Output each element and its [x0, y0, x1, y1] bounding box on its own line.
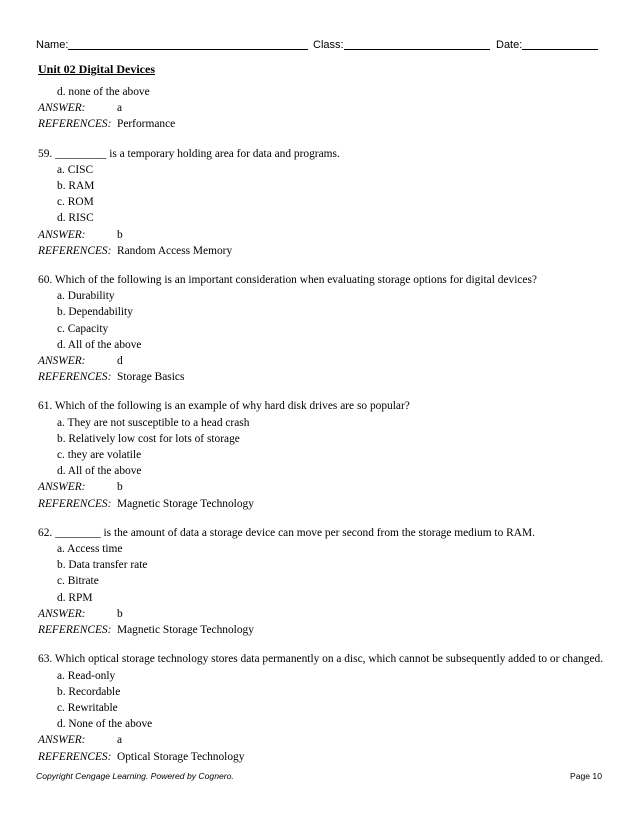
question-61-option-c: c. they are volatile: [57, 449, 142, 462]
answer-label: ANSWER:: [38, 102, 86, 115]
question-59-option-c: c. ROM: [57, 196, 94, 209]
question-60-option-d: d. All of the above: [57, 338, 142, 351]
continued-answer-row: [38, 100, 604, 116]
class-blank: [344, 38, 490, 50]
references-label: REFERENCES:: [38, 244, 112, 257]
question-63-references-row: [38, 749, 604, 765]
page-footer: [36, 770, 602, 784]
page-number: Page 10: [569, 771, 602, 781]
question-60-option-a: a. Durability: [57, 290, 115, 303]
question-62-answer-row: [38, 606, 604, 622]
answer-value: b: [117, 228, 123, 241]
question-60-references-row: [38, 369, 604, 385]
question-59-option-a: a. CISC: [57, 163, 94, 176]
question-63-option-d: d. None of the above: [57, 718, 153, 731]
name-field: [36, 38, 308, 52]
answer-label: ANSWER:: [38, 734, 86, 747]
class-label: Class:: [313, 39, 344, 51]
question-61-option-b: b. Relatively low cost for lots of storage: [57, 432, 240, 445]
class-field: [313, 38, 490, 52]
date-blank: [522, 38, 598, 50]
references-label: REFERENCES:: [38, 118, 112, 131]
answer-label: ANSWER:: [38, 481, 86, 494]
question-59-option-b: b. RAM: [57, 180, 95, 193]
question-63-option-a: a. Read-only: [57, 669, 116, 682]
question-60-option-b: b. Dependability: [57, 306, 133, 319]
question-61-text: 61. Which of the following is an example of why hard disk drives are so popular?: [38, 400, 410, 413]
answer-label: ANSWER:: [38, 607, 86, 620]
question-63-option-b: b. Recordable: [57, 685, 121, 698]
references-value: Performance: [117, 118, 176, 131]
question-59-references-row: [38, 243, 604, 259]
unit-title: Unit 02 Digital Devices: [38, 62, 155, 76]
answer-value: b: [117, 481, 123, 494]
references-value: Storage Basics: [117, 371, 185, 384]
name-label: Name:: [36, 39, 69, 51]
question-62-option-a: a. Access time: [57, 543, 123, 556]
date-field: [496, 38, 598, 52]
references-label: REFERENCES:: [38, 371, 112, 384]
answer-value: a: [117, 734, 123, 747]
student-info-header: [36, 38, 602, 54]
question-59-option-d: d. RISC: [57, 212, 94, 225]
continued-references-row: [38, 116, 604, 132]
question-61-option-a: a. They are not susceptible to a head crash: [57, 416, 250, 429]
question-61-answer-row: [38, 479, 604, 495]
question-63-answer-row: [38, 732, 604, 748]
references-value: Optical Storage Technology: [117, 750, 245, 763]
question-60-option-c: c. Capacity: [57, 322, 109, 335]
answer-value: a: [117, 102, 123, 115]
question-63-text: 63. Which optical storage technology stores data permanently on a disc, which cannot be subsequently added to or changed.: [38, 653, 604, 666]
references-label: REFERENCES:: [38, 750, 112, 763]
references-label: REFERENCES:: [38, 624, 112, 637]
question-59-text: 59. _________ is a temporary holding area for data and programs.: [38, 147, 340, 160]
question-list: [38, 84, 604, 765]
question-60-answer-row: [38, 353, 604, 369]
question-62-text: 62. ________ is the amount of data a storage device can move per second from the storage medium to RAM.: [38, 526, 535, 539]
answer-value: b: [117, 607, 123, 620]
answer-label: ANSWER:: [38, 228, 86, 241]
question-60-text: 60. Which of the following is an important consideration when evaluating storage options for digital devices?: [38, 274, 537, 287]
question-59-answer-row: [38, 227, 604, 243]
answer-value: d: [117, 355, 123, 368]
question-61-references-row: [38, 496, 604, 512]
question-62-option-b: b. Data transfer rate: [57, 559, 148, 572]
date-label: Date:: [496, 39, 523, 51]
references-value: Random Access Memory: [117, 244, 233, 257]
references-value: Magnetic Storage Technology: [117, 497, 254, 510]
references-value: Magnetic Storage Technology: [117, 624, 254, 637]
answer-label: ANSWER:: [38, 355, 86, 368]
question-62-references-row: [38, 622, 604, 638]
question-61-option-d: d. All of the above: [57, 465, 142, 478]
question-63-option-c: c. Rewritable: [57, 701, 118, 714]
question-62-option-c: c. Bitrate: [57, 575, 99, 588]
question-62-option-d: d. RPM: [57, 591, 93, 604]
copyright-text: Copyright Cengage Learning. Powered by Cognero.: [36, 771, 234, 781]
name-blank: [68, 38, 308, 50]
references-label: REFERENCES:: [38, 497, 112, 510]
continued-option: d. none of the above: [57, 86, 150, 98]
